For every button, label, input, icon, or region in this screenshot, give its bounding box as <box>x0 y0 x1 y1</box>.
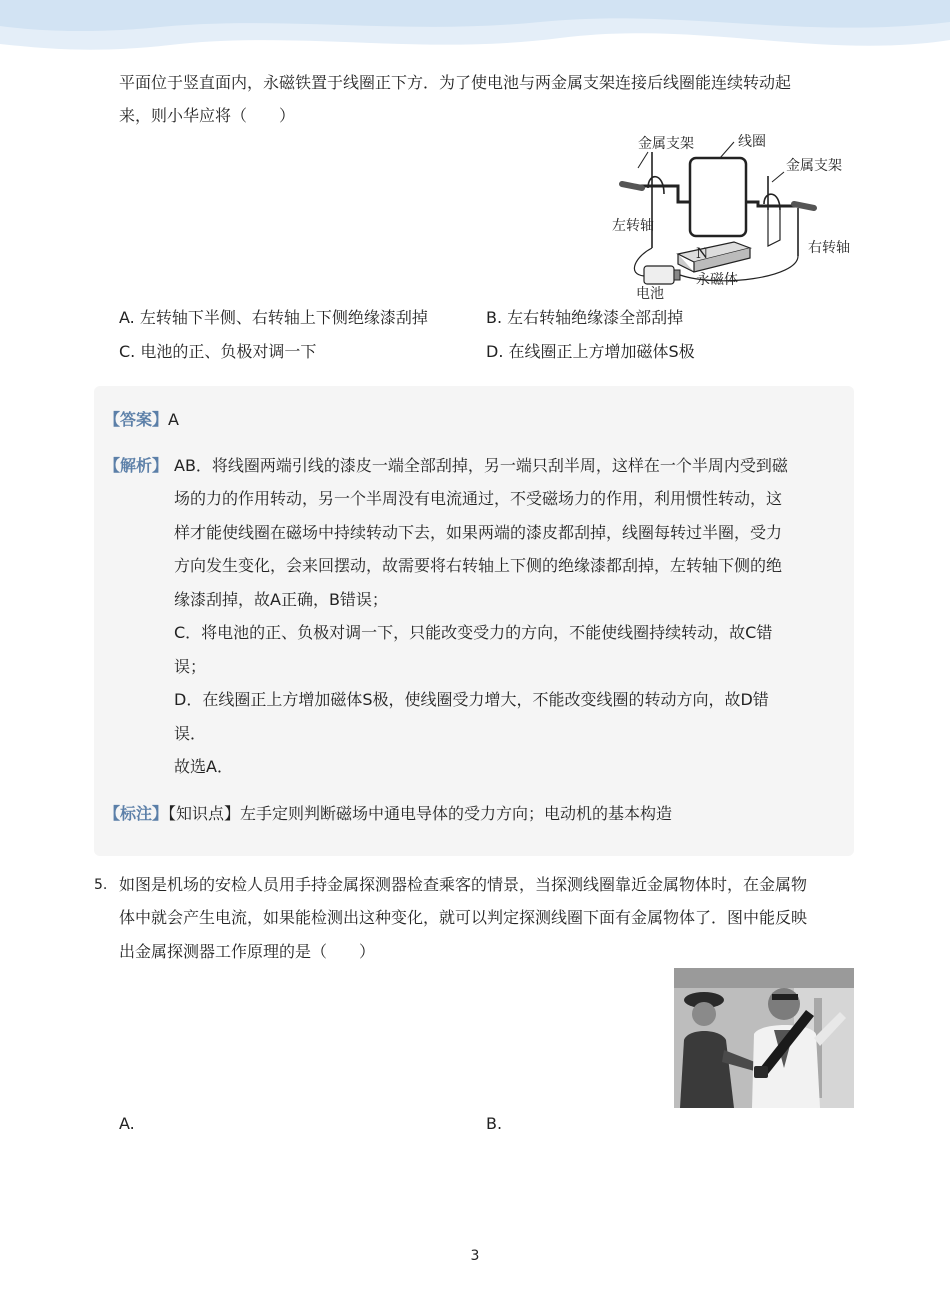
q5-stem-line-2: 体中就会产生电流，如果能检测出这种变化，就可以判定探测线圈下面有金属物体了．图中能反映 <box>119 908 808 927</box>
label-coil: 线圈 <box>738 134 766 150</box>
analysis-tag: 【解析】 <box>104 456 169 475</box>
motor-diagram <box>608 128 858 304</box>
note-tag: 【标注】 <box>104 804 169 823</box>
answer-value: A <box>168 410 179 429</box>
analysis-line: 样才能使线圈在磁场中持续转动下去，如果两端的漆皮都刮掉，线圈每转过半圈，受力 <box>174 523 783 542</box>
page-number: 3 <box>470 1248 480 1264</box>
q5-option-b: B. <box>486 1114 503 1133</box>
analysis-line: D．在线圈正上方增加磁体S极，使线圈受力增大，不能改变线圈的转动方向，故D错 <box>174 690 769 709</box>
q5-stem-line-3: 出金属探测器工作原理的是（ ） <box>119 942 376 961</box>
note-row <box>104 802 672 826</box>
label-bracket-right: 金属支架 <box>786 158 842 174</box>
q4-option-d: D. 在线圈正上方增加磁体S极 <box>486 342 695 361</box>
analysis-line: 场的力的作用转动，另一个半周没有电流通过，不受磁场力的作用，利用惯性转动，这 <box>174 489 783 508</box>
battery-shape <box>644 266 674 284</box>
analysis-line: C．将电池的正、负极对调一下，只能改变受力的方向，不能使线圈持续转动，故C错 <box>174 623 773 642</box>
analysis-line: 方向发生变化，会来回摆动，故需要将右转轴上下侧的绝缘漆都刮掉，左转轴下侧的绝 <box>174 556 783 575</box>
q4-option-c: C. 电池的正、负极对调一下 <box>119 342 317 361</box>
label-bracket-left: 金属支架 <box>638 136 694 152</box>
analysis-line: AB．将线圈两端引线的漆皮一端全部刮掉，另一端只刮半周，这样在一个半周内受到磁 <box>174 456 788 475</box>
q4-option-b: B. 左右转轴绝缘漆全部刮掉 <box>486 308 684 327</box>
label-magnet: 永磁体 <box>696 272 738 288</box>
note-text: 【知识点】左手定则判断磁场中通电导体的受力方向；电动机的基本构造 <box>168 804 673 823</box>
analysis-line: 误； <box>174 657 207 676</box>
analysis-line: 故选A． <box>174 757 233 776</box>
answer-tag: 【答案】 <box>104 410 169 429</box>
q5-stem-line-1: 如图是机场的安检人员用手持金属探测器检查乘客的情景，当探测线圈靠近金属物体时，在金属物 <box>119 875 808 894</box>
analysis-line: 缘漆刮掉，故A正确，B错误； <box>174 590 388 609</box>
label-battery: 电池 <box>636 286 664 302</box>
coil-shape <box>690 158 746 236</box>
q5-option-a: A. <box>119 1114 135 1133</box>
q4-option-a: A. 左转轴下半侧、右转轴上下侧绝缘漆刮掉 <box>119 308 428 327</box>
header-wave-decoration <box>0 0 950 70</box>
analysis-line: 误． <box>174 724 207 743</box>
security-check-photo <box>674 968 854 1108</box>
label-n-pole: N <box>696 246 709 262</box>
label-left-axis: 左转轴 <box>612 218 654 234</box>
q5-number: 5. <box>94 877 108 893</box>
q4-stem-line-1: 平面位于竖直面内，永磁铁置于线圈正下方．为了使电池与两金属支架连接后线圈能连续转动起 <box>119 73 792 92</box>
q4-stem-line-2: 来，则小华应将（ ） <box>119 106 296 125</box>
left-bracket-shape <box>648 152 664 194</box>
answer-row <box>104 408 179 432</box>
label-right-axis: 右转轴 <box>808 240 850 256</box>
